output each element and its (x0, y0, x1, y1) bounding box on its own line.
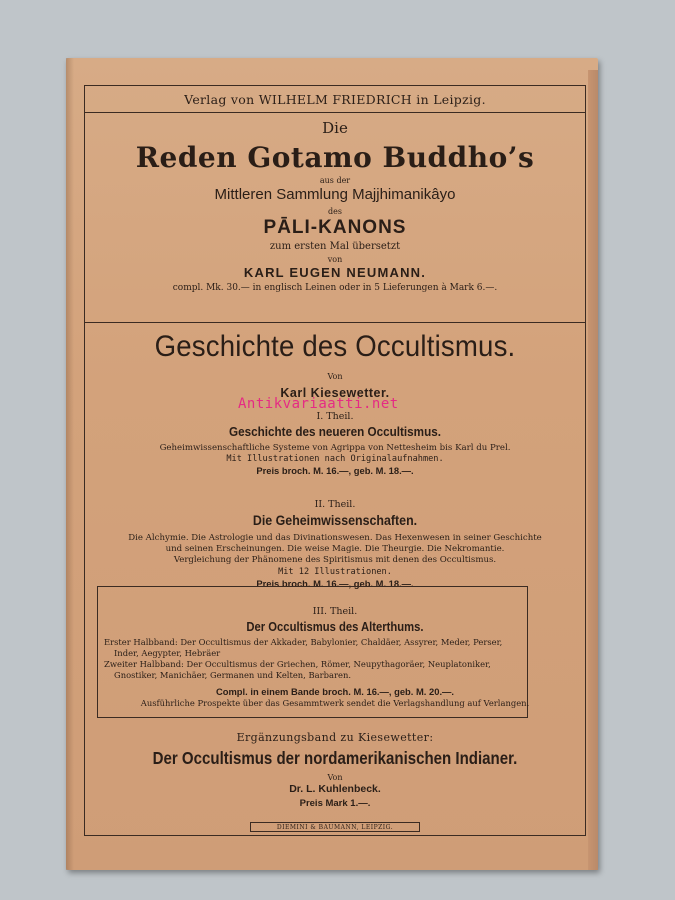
part2-title: Die Geheimwissenschaften. (252, 513, 418, 528)
ad1-price: compl. Mk. 30.— in englisch Leinen oder in 5 Lieferungen à Mark 6.—. (172, 283, 498, 293)
publisher-line: Verlag von WILHELM FRIEDRICH in Leipzig. (184, 92, 486, 107)
ad1-kanon: PĀLI-KANONS (263, 217, 407, 238)
part1-line2: Mit Illustrationen nach Originalaufnahmen. (226, 454, 444, 465)
part2-label: II. Theil. (314, 499, 356, 510)
ad1-author: KARL EUGEN NEUMANN. (243, 265, 427, 280)
ad2-title: Geschichte des Occultismus. (154, 330, 516, 363)
ad1-aus-der: aus der (319, 176, 351, 185)
page-edges (588, 70, 598, 870)
ad1-title: Reden Gotamo Buddho’s (135, 141, 535, 174)
part2-description (88, 533, 582, 589)
part2-price: Preis broch. M. 16.—, geb. M. 18.—. (256, 577, 414, 589)
part2-line1: Die Alchymie. Die Astrologie und das Divinationswesen. Das Hexenwesen in seiner Geschichte (128, 533, 542, 543)
part2-line4: Mit 12 Illustrationen. (278, 566, 392, 577)
part2-line3: Vergleichung der Phänomene des Spiritismus mit denen des Occultismus. (173, 555, 497, 566)
part1-label: I. Theil. (316, 411, 354, 422)
part2-line2: und seinen Erscheinungen. Die weise Magie. Die Theurgie. Die Nekromantie. (165, 544, 505, 555)
part3-line4: Gnostiker, Manichäer, Germanen und Kelten, Barbaren. (114, 670, 352, 680)
part1-line1: Geheimwissenschaftliche Systeme von Agrippa von Nettesheim bis Karl du Prel. (159, 443, 511, 453)
printer-imprint: DIEMINI & BAUMANN, LEIPZIG. (250, 822, 420, 832)
ad2-author: Karl Kiesewetter. (280, 386, 390, 400)
part3-note: Ausführliche Prospekte über das Gesammtwerk sendet die Verlagshandlung auf Verlangen. (140, 698, 530, 708)
part3-line2: Inder, Aegypter, Hebräer (114, 648, 221, 658)
ad3-title: Der Occultismus der nordamerikanischen Indianer. (152, 748, 518, 768)
part3-line3: Zweiter Halbband: Der Occultismus der Griechen, Römer, Neupythagoräer, Neuplatoniker, (104, 659, 491, 669)
divider-mid (84, 322, 586, 323)
divider-top (84, 112, 586, 113)
ad3-author: Dr. L. Kuhlenbeck. (289, 783, 381, 795)
part3-label: III. Theil. (312, 606, 358, 617)
part1-description (88, 443, 582, 477)
ad2-von: Von (327, 372, 343, 381)
part3-title: Der Occultismus des Alterthums. (246, 620, 424, 634)
ad1-von: von (327, 255, 343, 264)
ad3-von: Von (327, 773, 343, 782)
ad3-supplement: Ergänzungsband zu Kiesewetter: (236, 731, 434, 744)
part3-description (104, 637, 524, 681)
ad3-price: Preis Mark 1.—. (299, 798, 371, 809)
ad1-translated: zum ersten Mal übersetzt (269, 241, 401, 252)
watermark: Antikvariaatti.net (238, 396, 399, 412)
ad1-die: Die (322, 119, 348, 137)
part3-line1: Erster Halbband: Der Occultismus der Akkader, Babylonier, Chaldäer, Assyrer, Meder, Perser, (104, 637, 503, 647)
part1-title: Geschichte des neueren Occultismus. (229, 424, 441, 439)
ad1-des: des (328, 207, 342, 216)
ad1-subtitle: Mittleren Sammlung Majjhimanikâyo (214, 186, 456, 203)
part3-price: Compl. in einem Bande broch. M. 16.—, geb. M. 20.—. (215, 686, 455, 697)
part1-price: Preis broch. M. 16.—, geb. M. 18.—. (256, 465, 414, 477)
